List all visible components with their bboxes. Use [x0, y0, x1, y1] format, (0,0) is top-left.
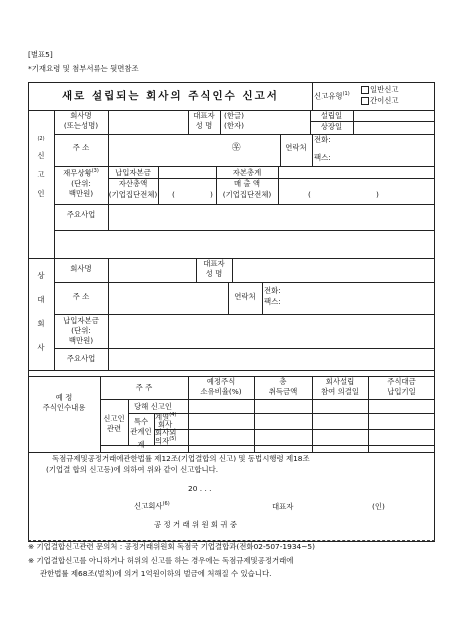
cp-tel: 전화:: [264, 286, 281, 295]
divider: [158, 178, 159, 204]
cp-side-2: 대: [37, 295, 45, 304]
reporter-side-1: 신: [37, 151, 45, 160]
option-general[interactable]: 일반신고: [361, 86, 399, 95]
footnote-3: 관한법률 제68조(벌칙)에 의거 1억원이하의 벌금에 처해질 수 있습니다.: [40, 569, 272, 578]
col-total-2: 취득금액: [268, 387, 298, 396]
sales-sub: (기업집단전체): [222, 190, 272, 199]
non-affiliate-label: 회사외: [155, 428, 177, 437]
option-simple[interactable]: 간이신고: [361, 97, 399, 106]
capital-paid-label: 납입자본금: [115, 168, 151, 177]
special-label: 특수: [133, 417, 149, 426]
rep-label-2: 성 명: [195, 121, 213, 130]
subscription-side-2: 주식인수내용: [42, 403, 86, 412]
divider: [108, 110, 109, 134]
divider: [54, 314, 435, 315]
declaration-line-1: 독점규제및공정거래에관한법률 제12조(기업결합의 신고) 및 동법시행령 제18조: [52, 454, 310, 463]
affiliate-label: 계열$^{(4)}$: [155, 412, 177, 422]
company-name-sub: (또는성명): [63, 121, 99, 130]
col-shareholder: 주 주: [135, 383, 153, 392]
report-type-label: 신고유형$^{(1)}$: [314, 91, 350, 101]
divider: [278, 178, 279, 204]
sales-label: 매 출 액: [233, 179, 261, 188]
divider: [100, 399, 435, 400]
assets-sub: (기업집단전체): [108, 190, 158, 199]
company-name-label: 회사명: [70, 111, 92, 120]
checkbox-icon[interactable]: [361, 97, 369, 105]
affiliate-label-2: 회사: [158, 420, 173, 429]
divider: [54, 282, 435, 283]
self-label: 당해 신고인: [134, 402, 173, 411]
checkbox-icon[interactable]: [361, 86, 369, 94]
divider: [232, 258, 233, 282]
business-label: 주요사업: [66, 210, 96, 219]
subscription-side-1: 예 정: [55, 393, 73, 402]
divider: [278, 166, 279, 178]
finance-unit-2: 백만원): [68, 189, 94, 198]
reporter-sup: (2): [37, 136, 45, 142]
footnote-1: ※ 기업결합신고관련 문의처 : 공정거래위원회 독점국 기업결합과(전화02-507-1934~5): [28, 542, 315, 551]
special-label-2: 관계인: [130, 427, 152, 436]
footnote-divider: [28, 540, 435, 541]
cp-side-3: 회: [37, 319, 45, 328]
col-total: 총: [279, 377, 287, 386]
addressee: 공 정 거 래 위 원 회 귀 중: [154, 520, 238, 529]
cp-capital-label: 납입자본금: [63, 316, 99, 325]
cp-address-label: 주 소: [72, 292, 90, 301]
assets-label: 자산총액: [118, 179, 148, 188]
cp-side-4: 사: [37, 343, 45, 352]
cp-rep-label: 대표자: [203, 259, 225, 268]
cp-business-label: 주요사업: [66, 354, 96, 363]
reporter-side-2: 고: [37, 170, 45, 179]
declaration-date: 20 . . .: [188, 484, 212, 493]
divider: [28, 452, 435, 453]
form-id: [별표5]: [28, 50, 53, 59]
cp-rep-label-2: 성 명: [205, 269, 223, 278]
cp-capital-unit: (단위:: [71, 326, 91, 335]
seal-label: (인): [372, 502, 385, 511]
reporter-company-label: 신고회사$^{(6)}$: [134, 501, 170, 511]
divider: [54, 348, 435, 349]
tel-label: 전화:: [314, 135, 331, 144]
hanja-label: (한자): [224, 121, 245, 130]
divider: [54, 230, 435, 231]
col-ratio: 예정주식: [206, 377, 236, 386]
divider: [54, 204, 435, 205]
capital-total-label: 자본총계: [232, 168, 262, 177]
divider: [54, 166, 435, 167]
postal-icon: ㉾: [232, 143, 241, 153]
cp-side-1: 상: [37, 271, 45, 280]
form-note: *기재요령 및 첨부서류는 뒷면참조: [28, 64, 139, 73]
non-affiliate-label-2: 의자$^{(5)}$: [155, 436, 177, 446]
paren-open: (: [172, 190, 175, 199]
divider: [220, 110, 221, 134]
divider: [28, 370, 435, 371]
col-ratio-2: 소유비율(%): [200, 387, 242, 396]
paren-close: ): [376, 190, 379, 199]
paren-close: ): [210, 190, 213, 199]
finance-label: 재무상황$^{(3)}$: [63, 168, 99, 178]
related-label-2: 관련: [106, 424, 122, 433]
form-title: 새로 설립되는 회사의 주식인수 신고서: [62, 90, 279, 102]
representative-label: 대표자: [272, 502, 294, 511]
fax-label: 팩스:: [314, 153, 331, 162]
divider: [158, 166, 159, 178]
divider: [154, 429, 435, 430]
divider: [262, 282, 263, 314]
address-label: 주 소: [72, 143, 90, 152]
contact-label: 연락처: [285, 143, 307, 152]
cp-contact-label: 연락처: [234, 292, 256, 301]
declaration-line-2: (기업결 합의 신고등)에 의하여 위와 같이 신고합니다.: [46, 465, 219, 474]
col-payment-2: 납입기일: [387, 387, 416, 396]
related-label: 신고인: [103, 414, 125, 423]
sum-label: 계: [137, 440, 145, 449]
col-meeting: 회사설립: [325, 377, 355, 386]
footnote-2: ※ 기업결합신고를 아니하거나 허위의 신고를 하는 경우에는 독점규제및공정거래에: [28, 556, 294, 565]
reporter-side-3: 인: [37, 189, 45, 198]
listing-date-label: 상장일: [320, 122, 343, 131]
korean-label: (한글): [224, 111, 245, 120]
paren-open: (: [308, 190, 311, 199]
divider: [54, 134, 435, 135]
cp-fax: 팩스:: [264, 297, 281, 306]
divider: [312, 134, 313, 166]
cp-capital-unit-2: 백만원): [68, 336, 94, 345]
divider: [353, 110, 354, 134]
col-meeting-2: 참여 의결일: [320, 387, 360, 396]
rep-label: 대표자: [193, 111, 215, 120]
divider: [312, 82, 313, 110]
divider: [310, 121, 435, 122]
finance-unit: (단위:: [71, 179, 91, 188]
cp-company-label: 회사명: [70, 264, 92, 273]
col-payment: 주식대금: [387, 377, 416, 386]
divider: [108, 134, 109, 166]
est-date-label: 설립일: [320, 111, 343, 120]
